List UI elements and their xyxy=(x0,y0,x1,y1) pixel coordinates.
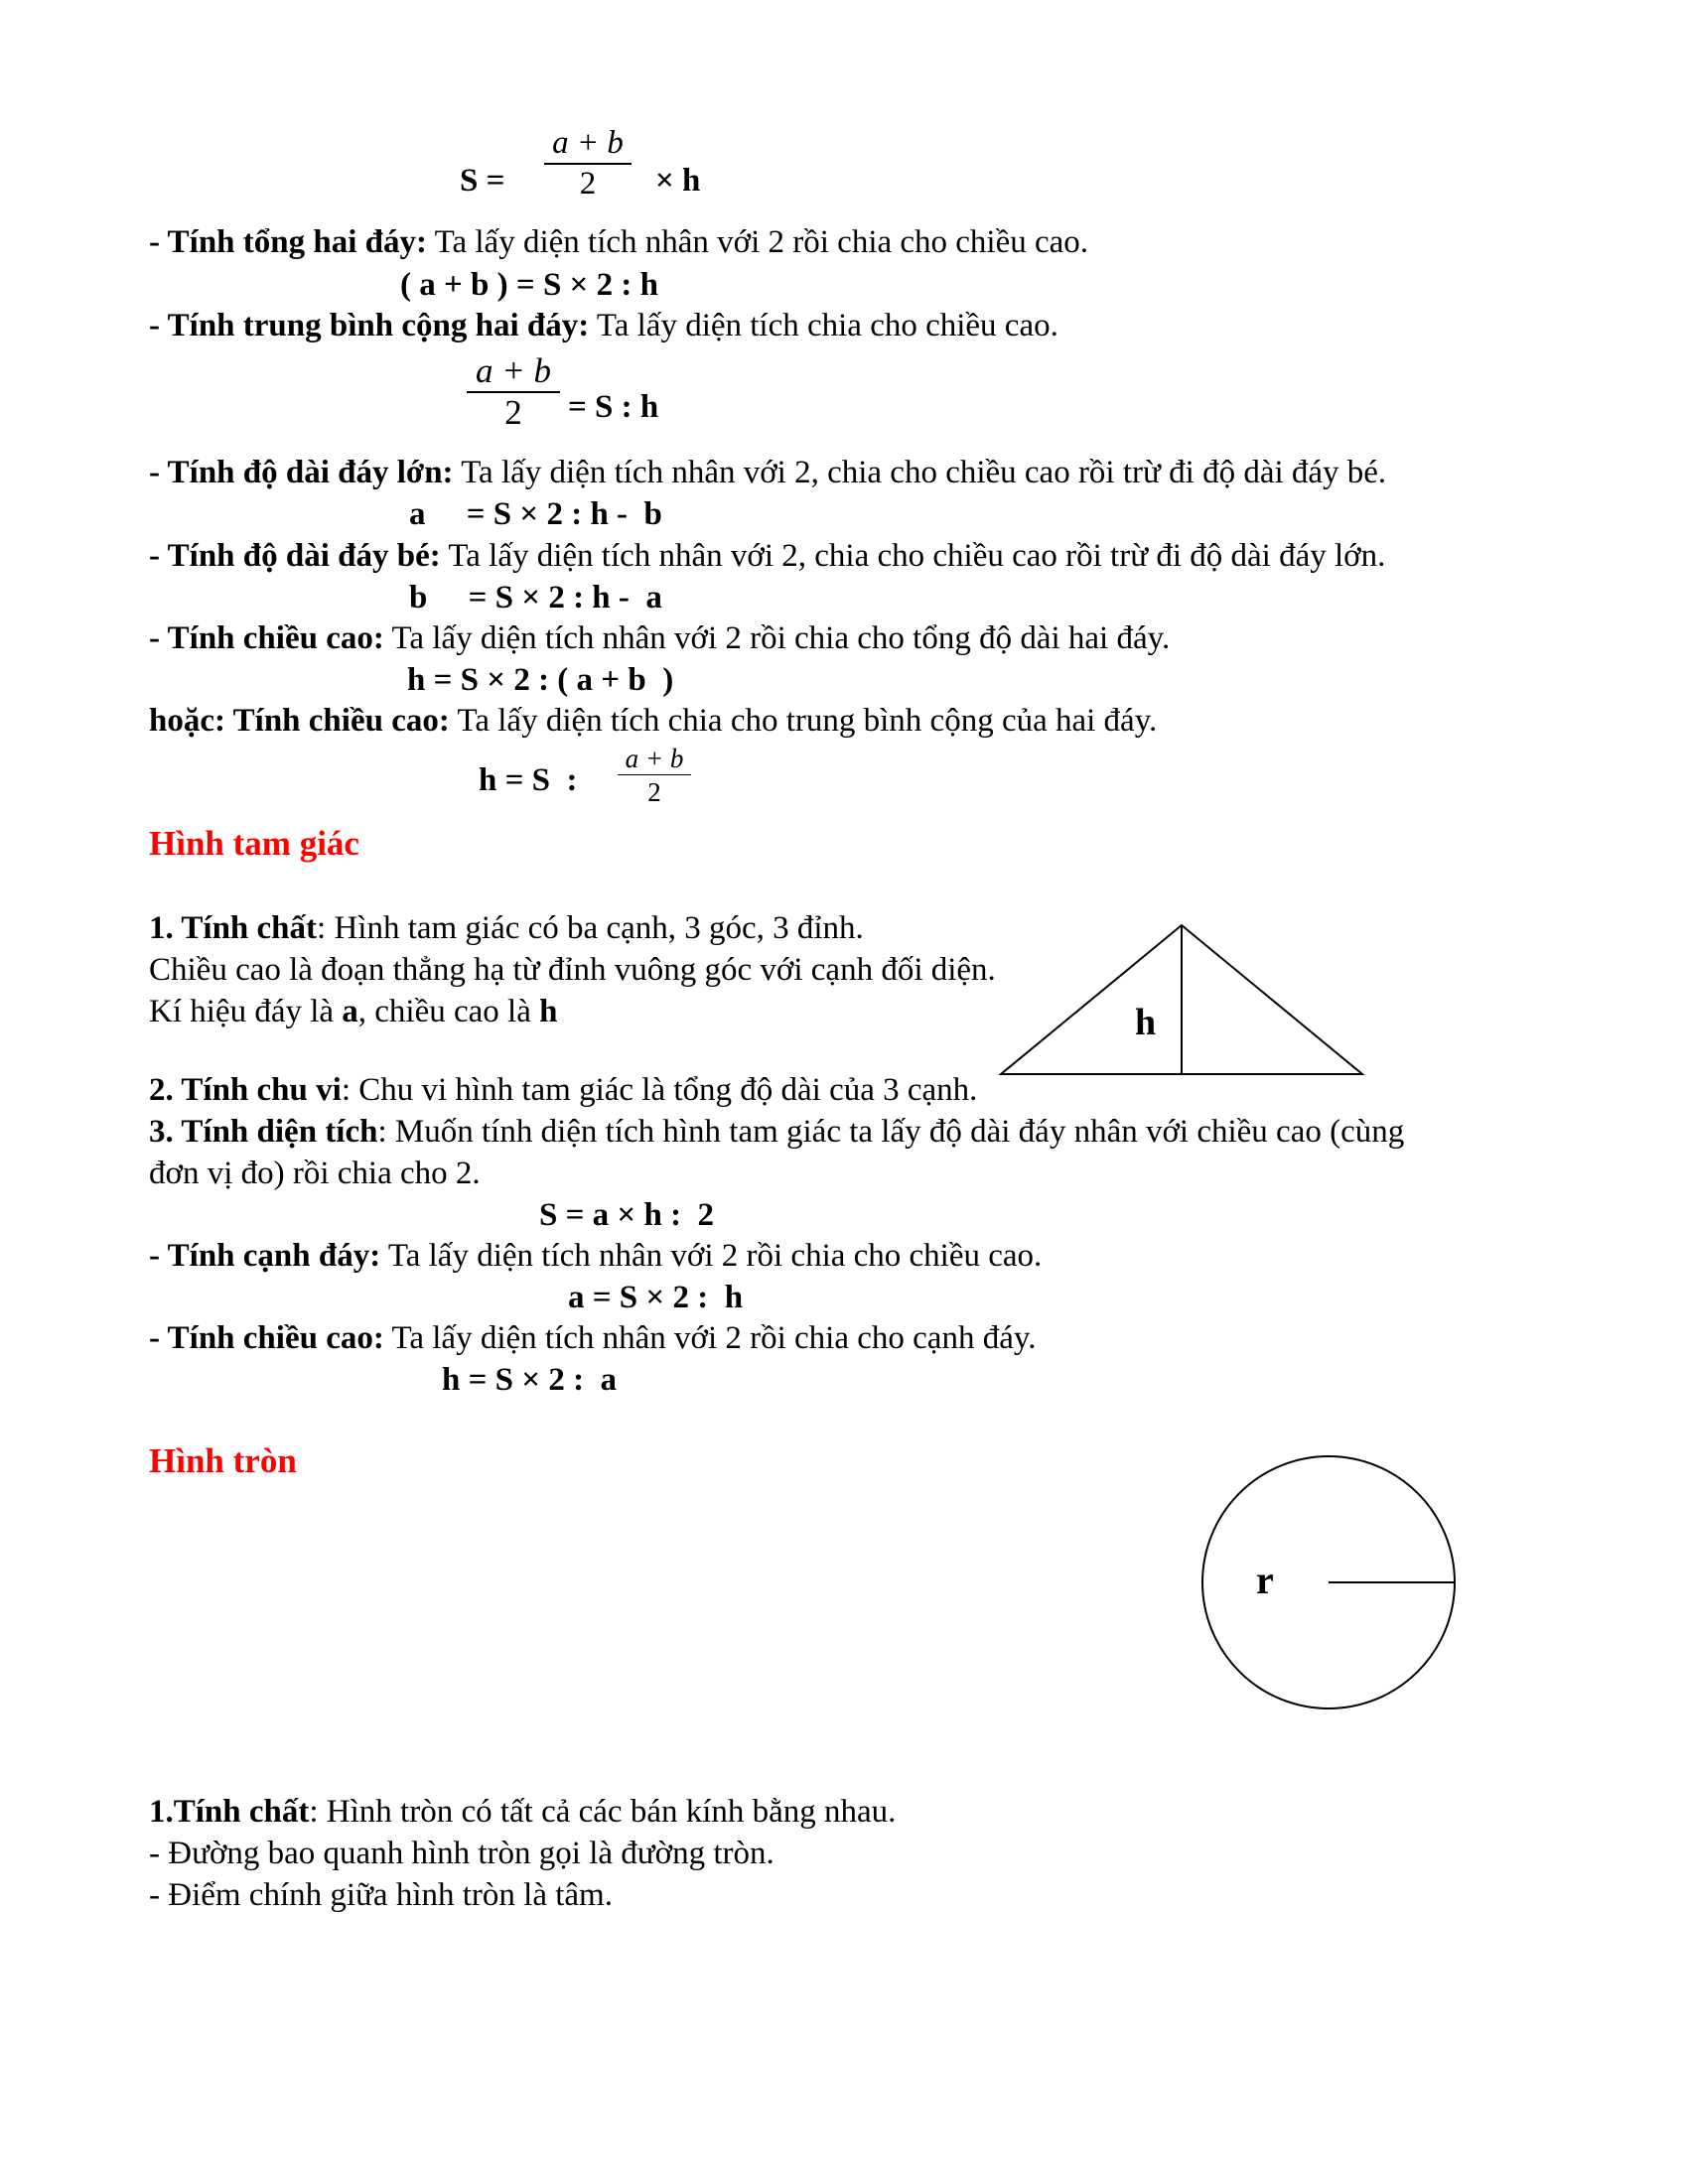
notation-text-2: , chiều cao là xyxy=(357,994,540,1029)
avg-bases-text: Ta lấy diện tích chia cho chiều cao. xyxy=(589,308,1058,343)
triangle-height-formula: h = S × 2 : a xyxy=(442,1362,618,1398)
fraction-numerator: a + b xyxy=(475,351,552,390)
small-base-label: - Tính độ dài đáy bé: xyxy=(149,538,441,574)
area-formula-rhs: × h xyxy=(655,163,701,199)
triangle-heading: Hình tam giác xyxy=(149,824,359,863)
fraction-denominator: 2 xyxy=(579,166,597,202)
notation-height: h xyxy=(539,994,558,1029)
sum-bases-text: Ta lấy diện tích nhân với 2 rồi chia cho chiều cao. xyxy=(426,224,1089,260)
triangle-perimeter-label: 2. Tính chu vi xyxy=(149,1072,342,1108)
height-alt-lhs: h = S : xyxy=(479,762,578,798)
triangle-height-label: h xyxy=(1135,1002,1157,1043)
circle-property-label: 1.Tính chất xyxy=(149,1794,310,1830)
triangle-base-label: - Tính cạnh đáy: xyxy=(149,1238,381,1274)
notation-text-1: Kí hiệu đáy là xyxy=(149,994,343,1029)
triangle-height-line-text xyxy=(149,1318,1036,1358)
fraction-denominator: 2 xyxy=(504,393,522,432)
triangle-base-line xyxy=(149,1236,1042,1276)
triangle-area-line xyxy=(149,1112,1404,1152)
height-text: Ta lấy diện tích nhân với 2 rồi chia cho tổng độ dài hai đáy. xyxy=(383,620,1171,656)
triangle-area-text: : Muốn tính diện tích hình tam giác ta lấy độ dài đáy nhân với chiều cao (cùng xyxy=(377,1114,1405,1150)
triangle-perimeter-text: : Chu vi hình tam giác là tổng độ dài của 3 cạnh. xyxy=(341,1072,978,1108)
fraction-numerator: a + b xyxy=(552,125,624,161)
triangle-base-text: Ta lấy diện tích nhân với 2 rồi chia cho chiều cao. xyxy=(380,1238,1043,1274)
circle-radius-label: r xyxy=(1256,1558,1274,1602)
triangle-perimeter-line xyxy=(149,1070,977,1110)
big-base-formula: a = S × 2 : h - b xyxy=(409,496,662,532)
triangle-height-calc-label: - Tính chiều cao: xyxy=(149,1320,384,1356)
small-base-text: Ta lấy diện tích nhân với 2, chia cho chiều cao rồi trừ đi độ dài đáy lớn. xyxy=(440,538,1386,574)
fraction-numerator: a + b xyxy=(625,744,684,773)
triangle-property-label: 1. Tính chất xyxy=(149,910,318,946)
avg-bases-label: - Tính trung bình cộng hai đáy: xyxy=(149,308,590,343)
triangle-base-formula: a = S × 2 : h xyxy=(568,1280,744,1315)
notation-base: a xyxy=(342,994,358,1029)
big-base-label: - Tính độ dài đáy lớn: xyxy=(149,455,454,490)
height-label: - Tính chiều cao: xyxy=(149,620,384,656)
circle-property-text: : Hình tròn có tất cả các bán kính bằng nhau. xyxy=(309,1794,897,1830)
circle-property-line xyxy=(149,1792,896,1832)
circle-line-3: - Điểm chính giữa hình tròn là tâm. xyxy=(149,1877,613,1913)
triangle-area-text-2: đơn vị đo) rồi chia cho 2. xyxy=(149,1156,481,1191)
circle-line-2: - Đường bao quanh hình tròn gọi là đường tròn. xyxy=(149,1836,774,1871)
triangle-area-formula: S = a × h : 2 xyxy=(539,1197,715,1233)
circle-heading: Hình tròn xyxy=(149,1441,297,1480)
triangle-area-label: 3. Tính diện tích xyxy=(149,1114,378,1150)
triangle-height-calc-text: Ta lấy diện tích nhân với 2 rồi chia cho cạnh đáy. xyxy=(383,1320,1037,1356)
avg-bases-rhs: = S : h xyxy=(568,389,659,425)
height-alt-text: Ta lấy diện tích chia cho trung bình cộng của hai đáy. xyxy=(449,703,1158,739)
sum-bases-formula: ( a + b ) = S × 2 : h xyxy=(400,267,658,303)
area-formula-lhs: S = xyxy=(460,163,505,199)
triangle-property-text: : Hình tam giác có ba cạnh, 3 góc, 3 đỉnh. xyxy=(317,910,864,946)
triangle-height-definition: Chiều cao là đoạn thẳng hạ từ đỉnh vuông góc với cạnh đối diện. xyxy=(149,952,996,988)
big-base-text: Ta lấy diện tích nhân với 2, chia cho chiều cao rồi trừ đi độ dài đáy bé. xyxy=(453,455,1387,490)
height-formula: h = S × 2 : ( a + b ) xyxy=(407,662,674,698)
small-base-formula: b = S × 2 : h - a xyxy=(409,580,662,615)
height-alt-label: hoặc: Tính chiều cao: xyxy=(149,703,450,739)
fraction-denominator: 2 xyxy=(647,777,661,807)
sum-bases-label: - Tính tổng hai đáy: xyxy=(149,224,427,260)
